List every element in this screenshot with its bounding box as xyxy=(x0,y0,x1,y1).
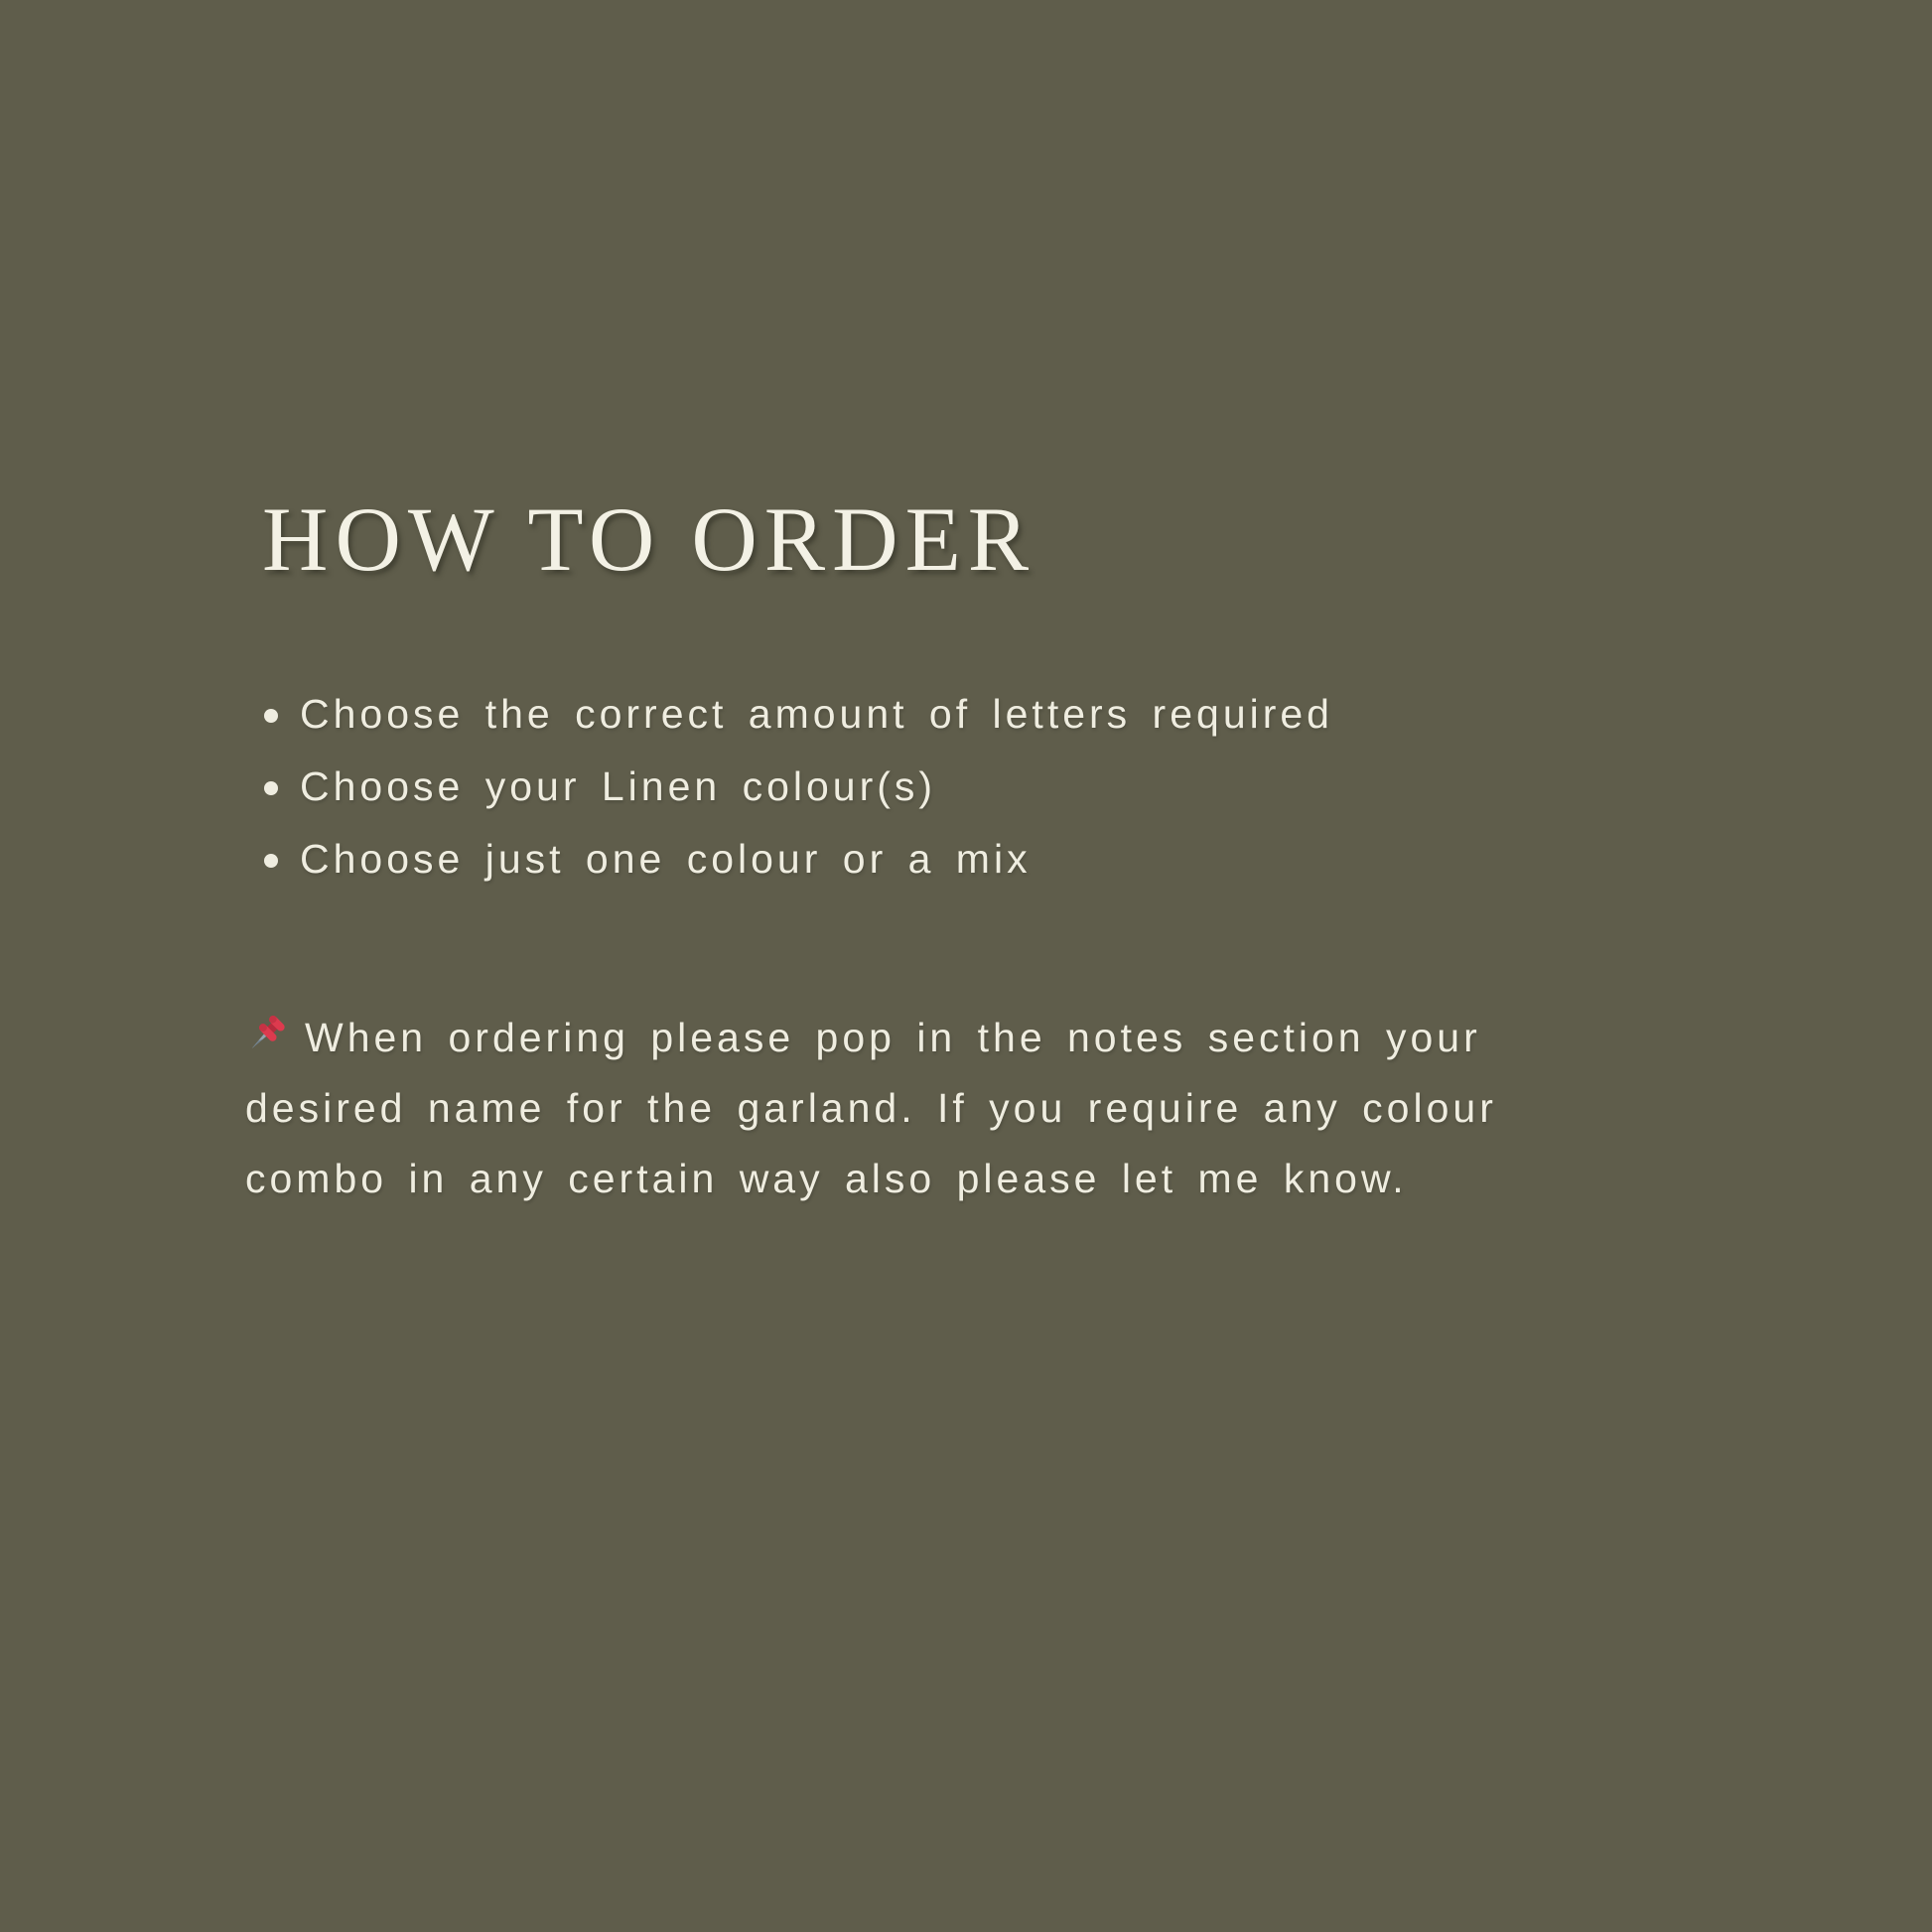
list-item-text: Choose your Linen colour(s) xyxy=(300,763,937,809)
bullet-dot-icon xyxy=(264,854,278,868)
bullet-dot-icon xyxy=(264,781,278,795)
note-line xyxy=(245,1003,1695,1073)
note-text: combo in any certain way also please let me know. xyxy=(245,1156,1408,1201)
pushpin-icon xyxy=(245,1012,291,1061)
list-item-text: Choose the correct amount of letters required xyxy=(300,691,1333,737)
note-text: desired name for the garland. If you require any colour xyxy=(245,1085,1497,1131)
bullet-dot-icon xyxy=(264,709,278,723)
how-to-order-list xyxy=(264,678,1333,896)
note-text: When ordering please pop in the notes section your xyxy=(305,1015,1481,1060)
list-item xyxy=(264,823,1333,896)
page-title: HOW TO ORDER xyxy=(262,488,1036,590)
note-line xyxy=(245,1144,1695,1214)
list-item xyxy=(264,751,1333,823)
list-item xyxy=(264,678,1333,751)
note-line xyxy=(245,1073,1695,1144)
list-item-text: Choose just one colour or a mix xyxy=(300,836,1032,882)
ordering-note xyxy=(245,1003,1695,1214)
